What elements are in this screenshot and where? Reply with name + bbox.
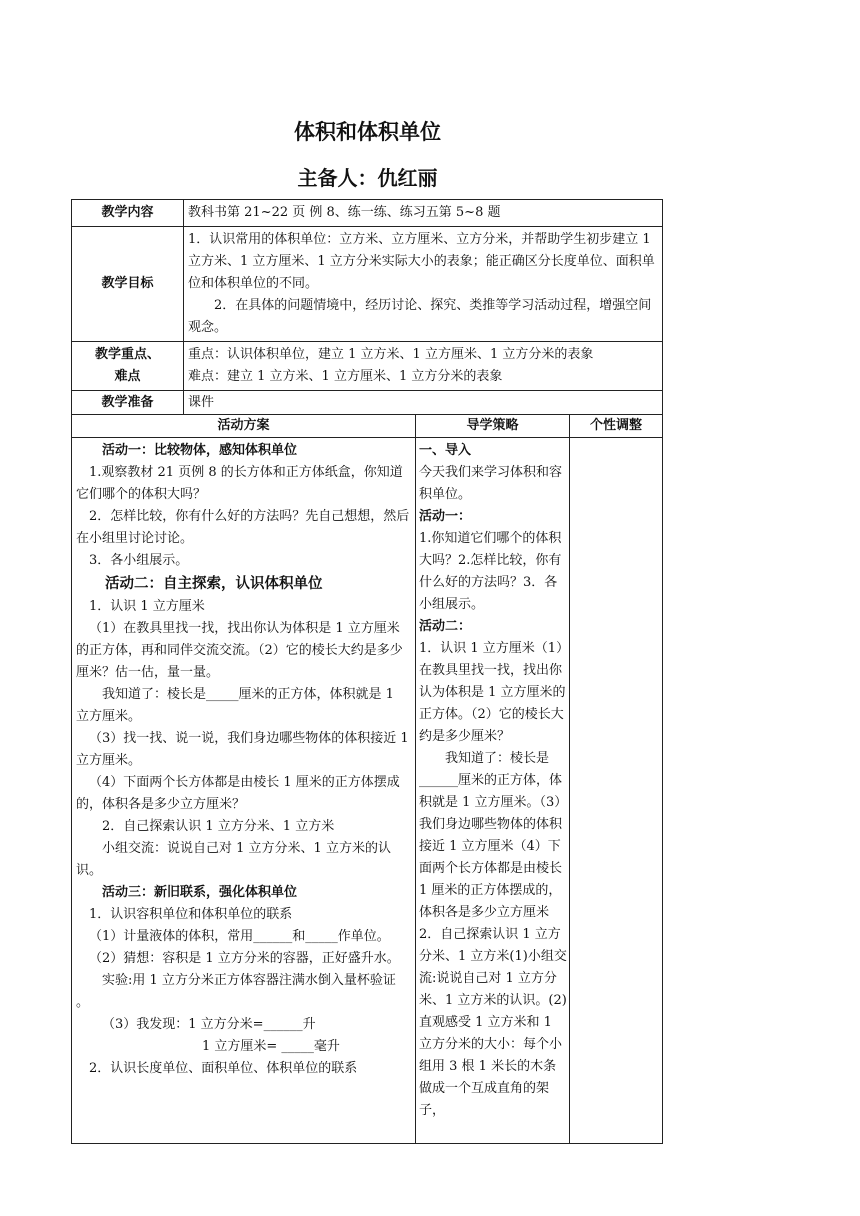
content-value: 教科书第 21~22 页 例 8、练一练、练习五第 5~8 题: [184, 200, 663, 227]
content-label: 教学内容: [72, 200, 184, 227]
goal-cell: [184, 227, 663, 342]
guide-activity-2-text: 1．认识 1 立方厘米（1）在教具里找一找，找出你认为体积是 1 立方厘米的正方体。（2）它的棱长大约是多少厘米？: [419, 641, 566, 744]
key-difficulty: 难点：建立 1 立方米、1 立方厘米、1 立方分米的表象: [188, 369, 503, 384]
activity-3-line-7: 2．认识长度单位、面积单位、体积单位的联系: [89, 1061, 358, 1076]
author-line: 主备人：仇红丽: [297, 166, 438, 190]
adjust-column-header: 个性调整: [570, 415, 663, 438]
activity-2-line-6: 2．自己探索认识 1 立方分米、1 立方米: [102, 819, 335, 834]
prep-row: [72, 391, 663, 415]
activity-2-line-3: 我知道了：棱长是_____厘米的正方体，体积就是 1 立方厘米。: [76, 687, 394, 724]
activity-2-line-5: （4）下面两个长方体都是由棱长 1 厘米的正方体摆成的，体积各是多少立方厘米？: [76, 775, 400, 812]
key-label: [72, 342, 184, 391]
goal-row: [72, 227, 663, 342]
activity-3-line-3: （2）猜想：容积是 1 立方分米的容器，正好盛升水。: [89, 951, 400, 966]
activity-3-line-5: （3）我发现：1 立方分米=______升: [102, 1017, 316, 1032]
activity-3-line-4: 实验:用 1 立方分米正方体容器注满水倒入量杯验证 。: [76, 973, 396, 1010]
columns-header-row: [72, 415, 663, 438]
activity-2-line-2: （1）在教具里找一找，找出你认为体积是 1 立方厘米的正方体，再和同伴交流交流。（2）它的棱长大约是多少厘米？估一估，量一量。: [76, 621, 403, 680]
guide-intro-text: 今天我们来学习体积和容积单位。: [419, 465, 563, 502]
prep-value: 课件: [184, 391, 663, 415]
activity-2-line-7: 小组交流：说说自己对 1 立方分米、1 立方米的认识。: [76, 841, 391, 878]
adjust-cell: [570, 438, 663, 1144]
activity-2-title: 活动二：自主探索，认识体积单位: [105, 576, 323, 592]
guide-activity-1-text: 1.你知道它们哪个的体积大吗？2.怎样比较，你有什么好的方法吗？3．各小组展示。: [419, 531, 562, 612]
activity-1-line-3: 3．各小组展示。: [89, 553, 189, 568]
guide-intro-title: 一、导入: [419, 443, 472, 458]
activity-2-line-4: （3）找一找、说一说，我们身边哪些物体的体积接近 1 立方厘米。: [76, 731, 409, 768]
lesson-plan-table: [71, 199, 663, 1144]
activity-1-line-1: 1.观察教材 21 页例 8 的长方体和正方体纸盒，你知道它们哪个的体积大吗？: [76, 465, 403, 502]
activity-3-title: 活动三：新旧联系，强化体积单位: [102, 885, 298, 900]
key-label-line-2: 难点: [114, 369, 141, 384]
activity-3-line-2: （1）计量液体的体积，常用______和_____作单位。: [89, 929, 390, 944]
document-title: 体积和体积单位: [294, 120, 441, 144]
activity-1-line-2: 2．怎样比较，你有什么好的方法吗？先自己想想，然后在小组里讨论讨论。: [76, 509, 410, 546]
content-row: [72, 200, 663, 227]
plan-column-header: 活动方案: [72, 415, 416, 438]
guide-cell: [416, 438, 570, 1144]
activity-2-line-1: 1．认识 1 立方厘米: [89, 599, 205, 614]
goal-paragraph-1: 1．认识常用的体积单位：立方米、立方厘米、立方分米，并帮助学生初步建立 1 立方米、1 立方厘米、1 立方分米实际大小的表象；能正确区分长度单位、面积单位和体积单位的不同。: [188, 232, 655, 291]
activity-row: [72, 438, 663, 1144]
activity-3-line-1: 1．认识容积单位和体积单位的联系: [89, 907, 293, 922]
prep-label: 教学准备: [72, 391, 184, 415]
key-label-line-1: 教学重点、: [94, 347, 160, 362]
activity-1-title: 活动一：比较物体，感知体积单位: [102, 443, 298, 458]
guide-activity-1-title: 活动一：: [419, 509, 472, 524]
activity-3-line-6: 1 立方厘米= _____毫升: [202, 1039, 340, 1054]
goal-paragraph-2: 2．在具体的问题情境中，经历讨论、探究、类推等学习活动过程，增强空间观念。: [188, 298, 652, 335]
key-cell: [184, 342, 663, 391]
goal-label: 教学目标: [72, 227, 184, 342]
plan-cell: [72, 438, 416, 1144]
guide-activity-2-title: 活动二：: [419, 619, 472, 634]
guide-column-header: 导学策略: [416, 415, 570, 438]
key-row: [72, 342, 663, 391]
key-focus: 重点：认识体积单位，建立 1 立方米、1 立方厘米、1 立方分米的表象: [188, 347, 594, 362]
guide-activity-2-know: 我知道了：棱长是______厘米的正方体，体积就是 1 立方厘米。（3）我们身边哪些物体的体积接近 1 立方厘米（4）下面两个长方体都是由棱长 1 厘米的正方体摆成的，体积各是多少立方厘米 2．自己探索认识 1 立方分米、1 立方米(1)小组交流:说说自己对 1 立方分米、1 立方米的认识。(2)直观感受 1 立方米和 1 立方分米的大小：每个小组用 3 根 1 米长的木条做成一个互成直角的架子，: [419, 751, 567, 1118]
